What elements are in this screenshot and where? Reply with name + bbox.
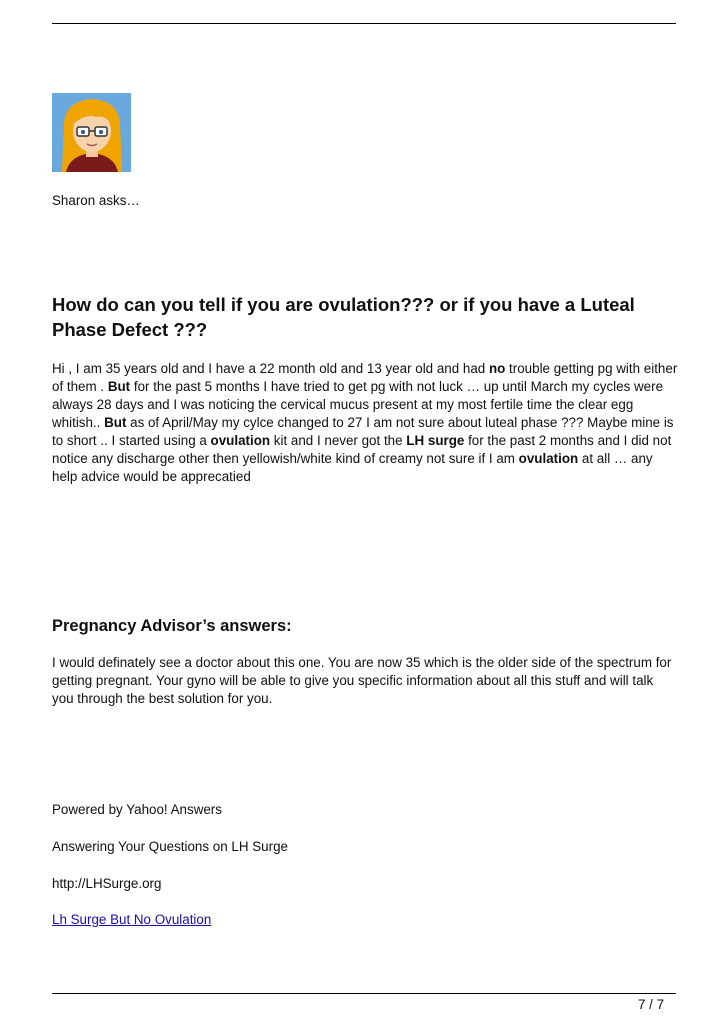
question-body: [52, 360, 678, 486]
answers-heading: Pregnancy Advisor’s answers:: [52, 617, 292, 635]
question-text-segment: trouble getting pg with either of them .: [52, 361, 678, 394]
top-rule: [52, 23, 676, 24]
site-url: http://LHSurge.org: [52, 876, 162, 891]
question-text-bold: But: [107, 379, 131, 394]
user-avatar: [52, 93, 131, 172]
question-text-segment: for the past 5 months I have tried to get pg with not luck … up until March my cycles were always 28 days and I was noticing the cervical mucus present at my most fertile time the clear egg whitish..: [52, 379, 664, 430]
question-text-segment: as of April/May my cylce changed to 27 I am not sure about luteal phase ??? Maybe mine is to short .. I started using a: [52, 415, 674, 448]
question-text-bold: no: [488, 361, 506, 376]
related-link-line: [52, 911, 678, 929]
question-text-segment: for the past 2 months and I did not notice any discharge other then yellowish/white kind of creamy not sure if I am: [52, 433, 672, 466]
question-text-bold: ovulation: [210, 433, 271, 448]
page-number: 7 / 7: [638, 997, 665, 1012]
answering-line: Answering Your Questions on LH Surge: [52, 839, 288, 854]
question-text-bold: But: [104, 415, 127, 430]
bottom-rule: [52, 993, 676, 994]
question-text-segment: Hi , I am 35 years old and I have a 22 month old and 13 year old and had: [52, 361, 489, 376]
answer-body: I would definately see a doctor about this one. You are now 35 which is the older side of the spectrum for getting pregnant. Your gyno will be able to give you specific information about all this stuff and will talk you through the best solution for you.: [52, 655, 672, 706]
question-title: How do can you tell if you are ovulation??? or if you have a Luteal Phase Defect ???: [52, 294, 635, 340]
question-text-segment: kit and I never got the: [270, 433, 407, 448]
question-text-bold: LH surge: [406, 433, 465, 448]
powered-by-line: Powered by Yahoo! Answers: [52, 802, 222, 817]
asker-line: Sharon asks…: [52, 193, 140, 208]
question-text-bold: ovulation: [518, 451, 579, 466]
question-text-segment: at all … any help advice would be apprecatied: [52, 451, 653, 484]
related-link[interactable]: Lh Surge But No Ovulation: [52, 912, 212, 927]
